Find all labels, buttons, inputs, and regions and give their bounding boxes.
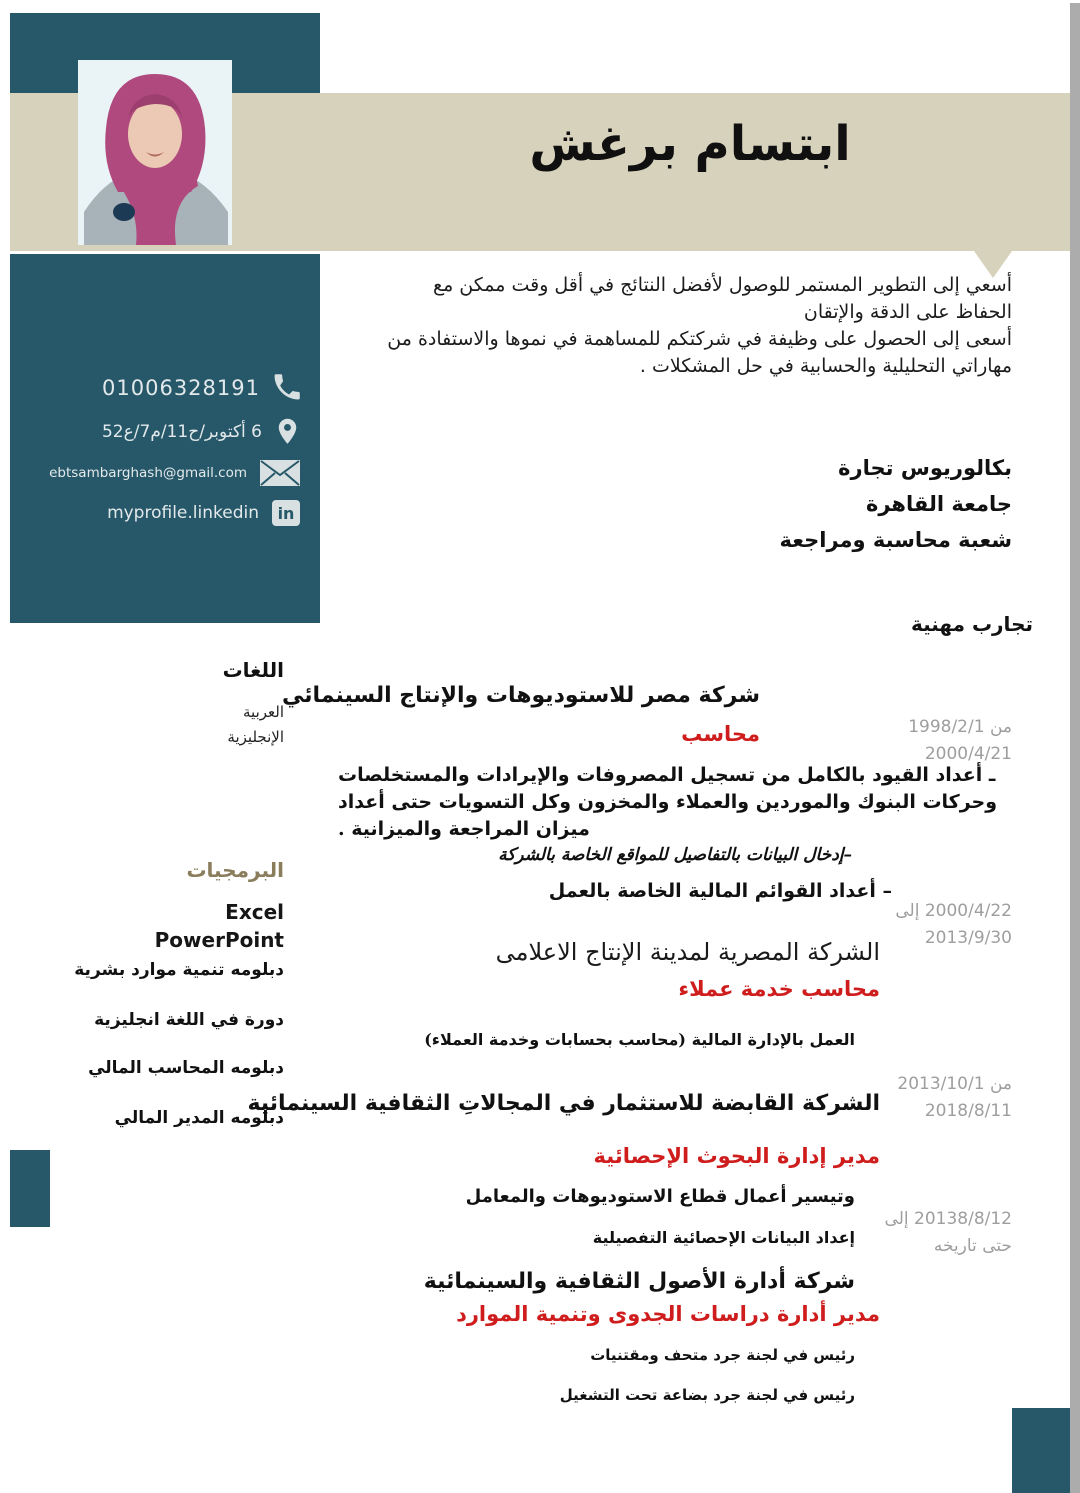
objective-paragraph (340, 272, 1012, 380)
job1-bullet-line: ميزان المراجعة والميزانية . (338, 818, 590, 840)
job1-date-from: من 1998/2/1 (908, 717, 1012, 737)
job4-date-to: حتى تاريخه (933, 1236, 1012, 1256)
phone-icon (273, 374, 300, 401)
profile-photo-art (78, 60, 232, 245)
profile-photo (78, 60, 232, 245)
job3-dates (897, 1071, 1012, 1125)
job4-detail-2: رئيس في لجنة جرد بضاعة تحت التشغيل (559, 1386, 855, 1404)
course-item: دبلومه تنمية موارد بشرية (74, 960, 284, 980)
job1-date-to: 2000/4/21 (924, 744, 1012, 764)
job3-date-from: من 2013/10/1 (897, 1074, 1012, 1094)
job3-date-to: 2018/8/11 (924, 1101, 1012, 1121)
left-accent-block (10, 1150, 50, 1227)
email-link[interactable]: ebtsambarghash@gmail.com (49, 465, 247, 481)
objective-line: مهاراتي التحليلية والحسابية في حل المشكلات . (639, 355, 1012, 377)
objective-line: أسعي إلى التطوير المستمر للوصول لأفضل النتائج في أقل وقت ممكن مع (432, 274, 1012, 296)
software-item: PowerPoint (154, 928, 284, 952)
job2-role: محاسب خدمة عملاء (678, 976, 880, 1001)
contact-row-linkedin[interactable] (107, 500, 300, 526)
course-item: دبلومه المحاسب المالي (88, 1058, 284, 1078)
job1-bullet-line: وحركات البنوك والموردين والعملاء والمخزون وكل التسويات حتى أعداد (338, 791, 998, 813)
job3-detail-1: وتيسير أعمال قطاع الاستوديوهات والمعامل (465, 1186, 855, 1207)
language-item: العربية (243, 703, 284, 721)
job1-bullet-paragraph (338, 762, 1014, 843)
language-item: الإنجليزية (227, 728, 284, 746)
job3-detail-2: إعداد البيانات الإحصائية التفصيلية (592, 1228, 855, 1247)
linkedin-icon: in (272, 500, 300, 526)
job1-bullet-line: ـ أعداد القيود بالكامل من تسجيل المصروفات والإيرادات والمستخلصات (338, 764, 996, 786)
address-text: 6 أكتوبر/ح11/م7/ع52 (101, 421, 262, 442)
contact-row-email[interactable] (49, 460, 300, 486)
phone-number: 01006328191 (102, 375, 260, 400)
job3-company: الشركة القابضة للاستثمار في المجالاتِ الثقافية السينمائية (247, 1090, 880, 1116)
job2-company: الشركة المصرية لمدينة الإنتاج الاعلامى (495, 938, 880, 966)
languages-list (0, 700, 284, 750)
education-degree: بكالوريوس تجارة (838, 455, 1012, 480)
job2-date-from: 2000/4/22 إلى (895, 901, 1012, 921)
job1-bullet-bold: – أعداد القوائم المالية الخاصة بالعمل (548, 880, 892, 902)
education-university: جامعة القاهرة (865, 491, 1012, 516)
job2-detail: العمل بالإدارة المالية (محاسب بحسابات وخدمة العملاء) (424, 1030, 855, 1049)
envelope-icon (260, 460, 300, 486)
software-item: Excel (225, 900, 284, 924)
contact-row-address (102, 418, 300, 445)
objective-line: أسعى إلى الحصول على وظيفة في شركتكم للمساهمة في نموها والاستفادة من (387, 328, 1012, 350)
job4-company: شركة أدارة الأصول الثقافية والسينمائية (423, 1268, 855, 1294)
job1-company: شركة مصر للاستوديوهات والإنتاج السينمائي (281, 682, 760, 708)
job1-bullet-italic: –إدخال البيانات بالتفاصيل للمواقع الخاصة بالشركة (498, 845, 852, 865)
location-pin-icon (275, 418, 300, 445)
education-division: شعبة محاسبة ومراجعة (779, 527, 1012, 552)
page-scrollbar[interactable] (1070, 3, 1080, 1493)
contact-row-phone (102, 374, 300, 401)
objective-line: الحفاظ على الدقة والإتقان (803, 301, 1012, 323)
job4-dates (885, 1206, 1012, 1260)
job1-dates (908, 714, 1012, 768)
job4-detail-1: رئيس في لجنة جرد متحف ومقتنيات (590, 1346, 855, 1364)
course-item: دبلومه المدير المالي (114, 1108, 284, 1128)
section-heading-software: البرمجيات (186, 858, 284, 882)
education-block (780, 450, 1012, 558)
job3-role: مدير إدارة البحوث الإحصائية (593, 1143, 880, 1168)
sidebar-panel (10, 254, 320, 623)
section-heading-languages: اللغات (222, 658, 284, 682)
job2-dates (895, 898, 1012, 952)
job2-date-to: 2013/9/30 (924, 928, 1012, 948)
job1-role: محاسب (681, 721, 760, 746)
linkedin-link[interactable]: myprofile.linkedin (107, 503, 259, 523)
job4-role: مدير أدارة دراسات الجدوى وتنمية الموارد (456, 1301, 880, 1326)
job4-date-from: 20138/8/12 إلى (884, 1209, 1012, 1229)
bottom-right-accent-block (1012, 1408, 1070, 1493)
software-list (0, 898, 284, 954)
page-title-name: ابتسام برغش (529, 116, 851, 172)
course-item: دورة في اللغة انجليزية (94, 1010, 284, 1030)
section-heading-experience: تجارب مهنية (910, 612, 1033, 636)
